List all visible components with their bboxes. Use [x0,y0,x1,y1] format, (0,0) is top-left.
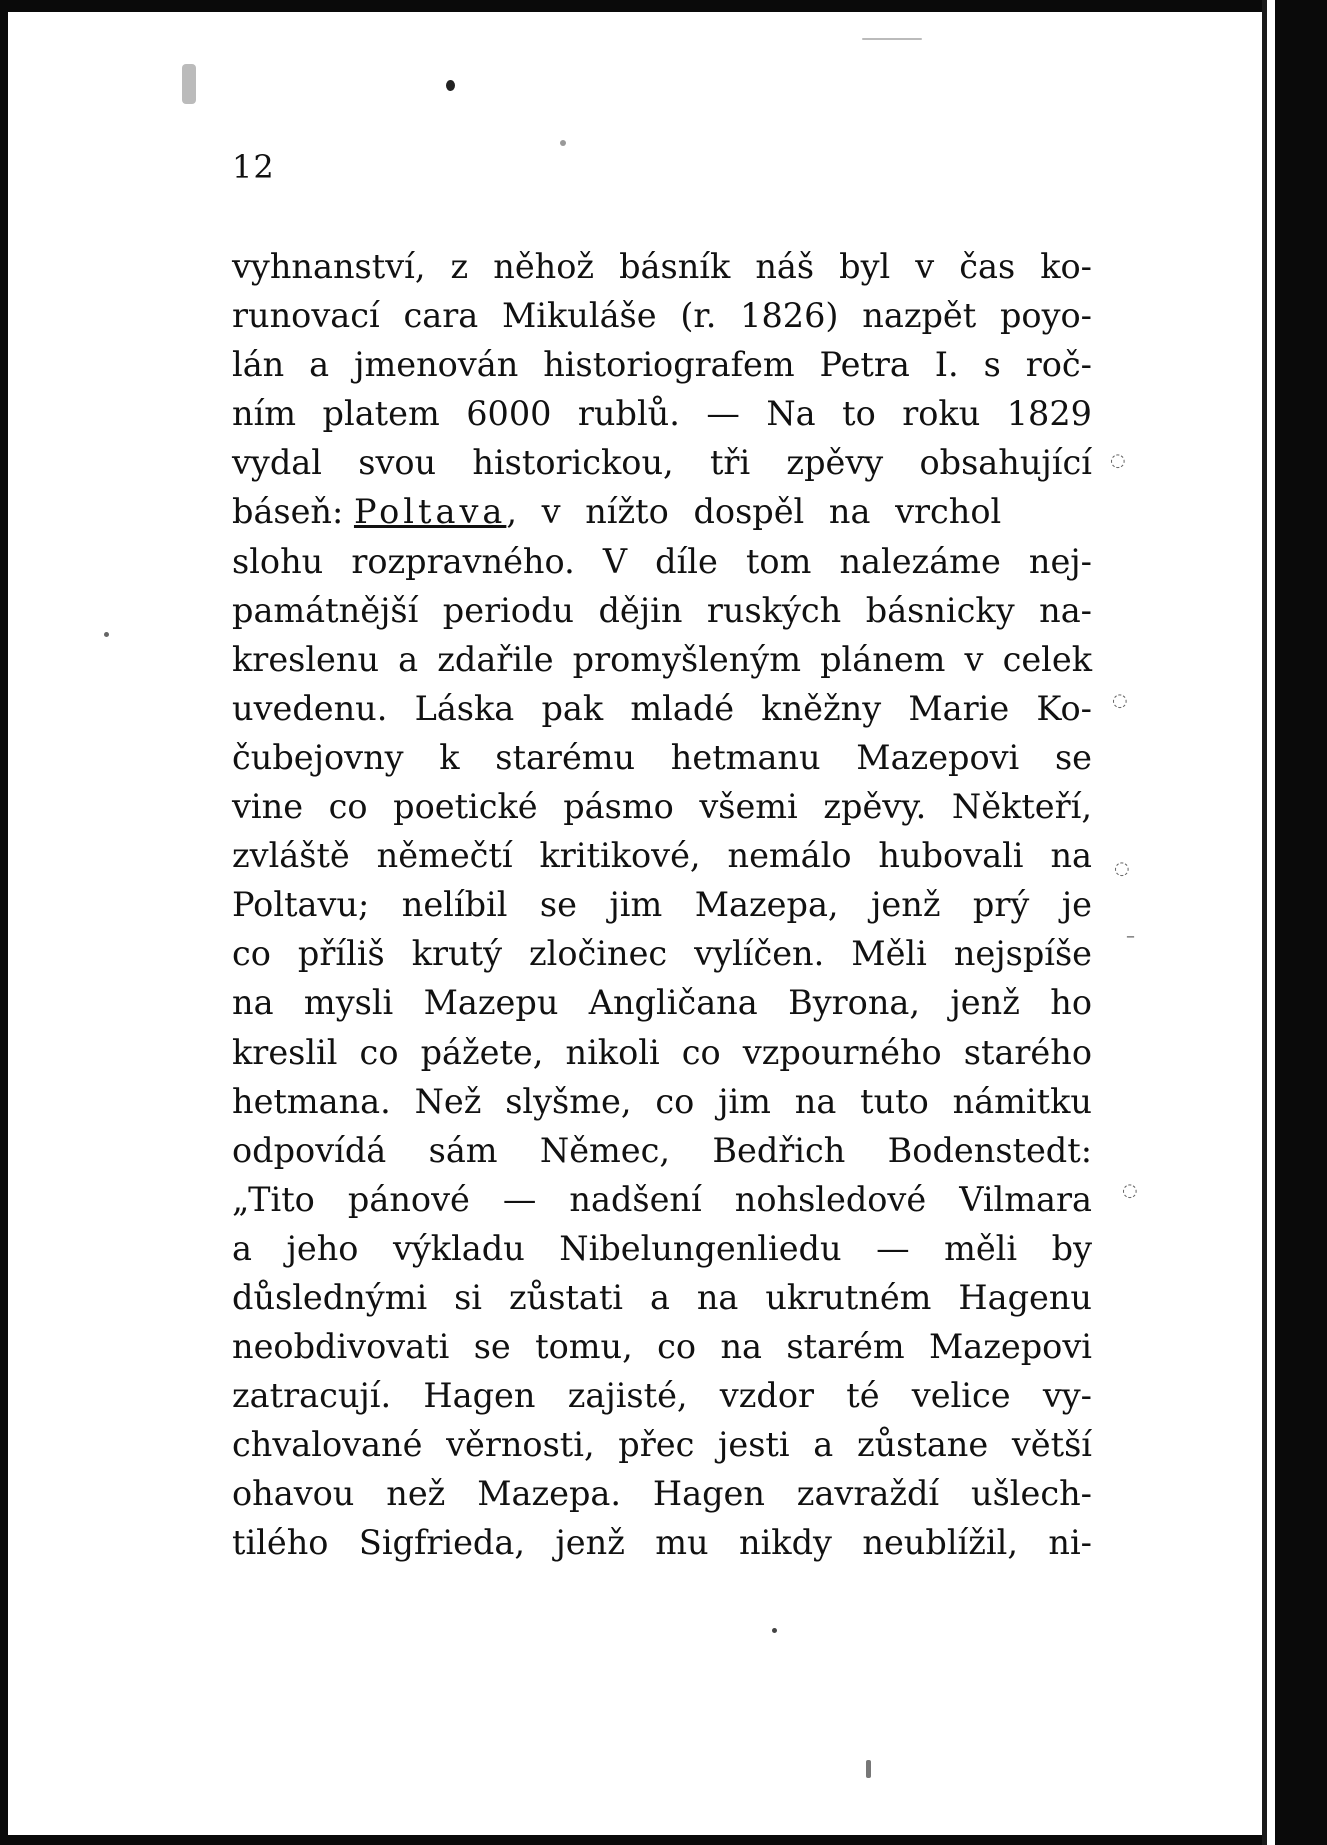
text-line-poltava [232,487,1092,536]
text-line: slohu rozpravného. V díle tom nalezáme nej- [232,541,1092,581]
text-line: tilého Sigfrieda, jenž mu nikdy neublížil, ni- [232,1523,1092,1563]
text-line: zatracují. Hagen zajisté, vzdor té velice vy- [232,1376,1092,1416]
margin-mark: – [1126,926,1135,947]
text-line: co příliš krutý zločinec vylíčen. Měli nejspíše [232,934,1092,974]
margin-mark: ◌ [1112,690,1128,711]
text-line: „Tito pánové — nadšení nohsledové Vilmara [232,1179,1092,1219]
text-line: kreslil co pážete, nikoli co vzpourného starého [232,1032,1092,1072]
text-line: vydal svou historickou, tři zpěvy obsahující [232,443,1092,483]
scan-border-left [0,0,8,1845]
text-fragment: báseň: [232,492,354,532]
text-line: ním platem 6000 rublů. — Na to roku 1829 [232,394,1092,434]
page-number: 12 [232,148,275,186]
text-line: neobdivovati se tomu, co na starém Mazepovi [232,1327,1092,1367]
text-fragment: , v nížto dospěl na vrchol [506,492,1002,532]
scan-border-right-gap [1267,0,1275,1845]
text-line: důslednými si zůstati a na ukrutném Hagenu [232,1277,1092,1317]
text-line: lán a jmenován historiografem Petra I. s roč- [232,345,1092,385]
margin-mark: ◌ [1110,450,1126,471]
scan-speck [104,632,109,637]
scan-speck [182,64,196,104]
scan-border-right-edge [1262,0,1267,1845]
text-line: zvláště němečtí kritikové, nemálo hubovali na [232,836,1092,876]
scan-border-bottom [0,1835,1327,1845]
scan-speck [772,1628,777,1633]
text-line: ohavou než Mazepa. Hagen zavraždí ušlech- [232,1474,1092,1514]
text-line: Poltavu; nelíbil se jim Mazepa, jenž prý je [232,885,1092,925]
scan-speck [560,140,566,146]
text-line: uvedenu. Láska pak mladé kněžny Marie Ko- [232,688,1092,728]
margin-mark: ◌ [1114,858,1130,879]
text-line: runovací cara Mikuláše (r. 1826) nazpět poyo- [232,296,1092,336]
body-text [232,242,1092,1568]
text-line: vyhnanství, z něhož básník náš byl v čas ko- [232,247,1092,286]
scan-speck [446,80,455,91]
text-line: na mysli Mazepu Angličana Byrona, jenž ho [232,983,1092,1023]
text-line: kreslenu a zdařile promyšleným plánem v celek [232,639,1092,679]
text-line: a jeho výkladu Nibelungenliedu — měli by [232,1228,1092,1268]
text-line: odpovídá sám Němec, Bedřich Bodenstedt: [232,1130,1092,1170]
text-line: čubejovny k starému hetmanu Mazepovi se [232,737,1092,777]
text-line: památnější periodu dějin ruských básnicky na- [232,590,1092,630]
text-line: chvalované věrnosti, přec jesti a zůstane větší [232,1425,1092,1465]
text-line: vine co poetické pásmo všemi zpěvy. Někteří, [232,787,1092,827]
poltava-title: Poltava [353,492,507,532]
scan-speck [862,38,922,40]
scan-border-top [0,0,1327,12]
scan-speck [866,1760,871,1778]
margin-mark: ◌ [1122,1180,1138,1201]
text-line: hetmana. Než slyšme, co jim na tuto námitku [232,1081,1092,1121]
scan-border-right [1275,0,1327,1845]
